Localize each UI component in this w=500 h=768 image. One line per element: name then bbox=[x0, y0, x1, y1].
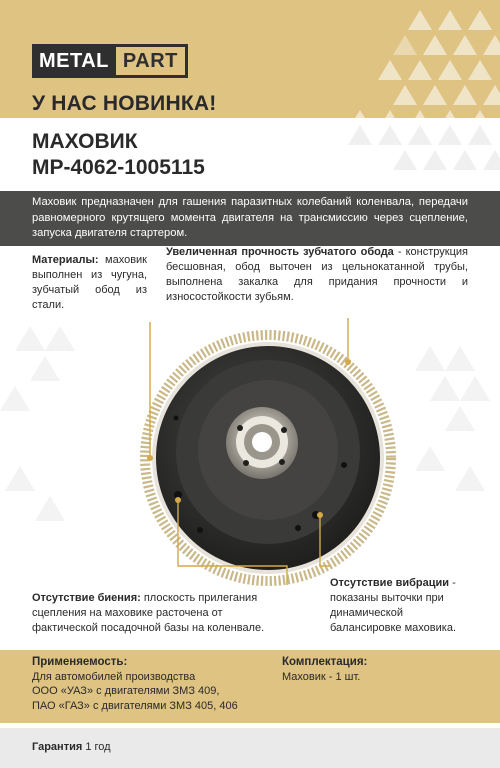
note-runout-text: плоскость прилегания сцепления на маховике расточена от фактической посадочной базы на коленвале. bbox=[32, 592, 265, 634]
note-materials-text: маховик выполнен из чугуна, зубчатый обод из стали. bbox=[32, 254, 147, 311]
note-materials bbox=[32, 253, 147, 313]
note-runout bbox=[32, 591, 287, 636]
applicability-line: ООО «УАЗ» с двигателями ЗМЗ 409, bbox=[32, 685, 220, 697]
brand-logo-part: PART bbox=[116, 44, 188, 78]
note-strength bbox=[166, 245, 468, 305]
note-vibration bbox=[330, 576, 470, 636]
applicability-line: Для автомобилей производства bbox=[32, 670, 196, 683]
product-code: МР-4062-1005115 bbox=[32, 156, 205, 179]
note-vibration-title: Отсутствие вибрации bbox=[330, 577, 450, 589]
package-section bbox=[282, 655, 462, 684]
headline: У НАС НОВИНКА! bbox=[32, 92, 217, 115]
brand-logo-metal: METAL bbox=[32, 44, 116, 78]
note-materials-title: Материалы: bbox=[32, 254, 99, 266]
note-strength-title: Увеличенная прочность зубчатого обода bbox=[166, 246, 394, 258]
note-vibration-text: - показаны выточки при динамической балансировке маховика. bbox=[330, 577, 457, 634]
brand-logo bbox=[32, 44, 188, 78]
package-title: Комплектация: bbox=[282, 656, 368, 668]
applicability-title: Применяемость: bbox=[32, 656, 128, 668]
note-runout-title: Отсутствие биения: bbox=[32, 592, 141, 604]
warranty bbox=[32, 741, 111, 753]
applicability-line: ПАО «ГАЗ» с двигателями ЗМЗ 405, 406 bbox=[32, 699, 238, 712]
header-banner bbox=[0, 0, 500, 190]
note-strength-text: - конструкция бесшовная, обод выточен из цельнокатанной трубы, выполнена закалка для придания прочности и износостойкости зубьям. bbox=[166, 246, 468, 303]
warranty-label: Гарантия bbox=[32, 741, 83, 753]
product-title bbox=[32, 129, 205, 181]
warranty-value: 1 год bbox=[85, 741, 111, 753]
description-text: Маховик предназначен для гашения паразитных колебаний коленвала, передачи равномерного крутящего момента двигателя на трансмиссию через сцепление, запуска двигателя стартером. bbox=[32, 196, 468, 239]
package-text: Маховик - 1 шт. bbox=[282, 670, 361, 683]
product-name: МАХОВИК bbox=[32, 130, 138, 153]
applicability-section bbox=[32, 655, 272, 713]
